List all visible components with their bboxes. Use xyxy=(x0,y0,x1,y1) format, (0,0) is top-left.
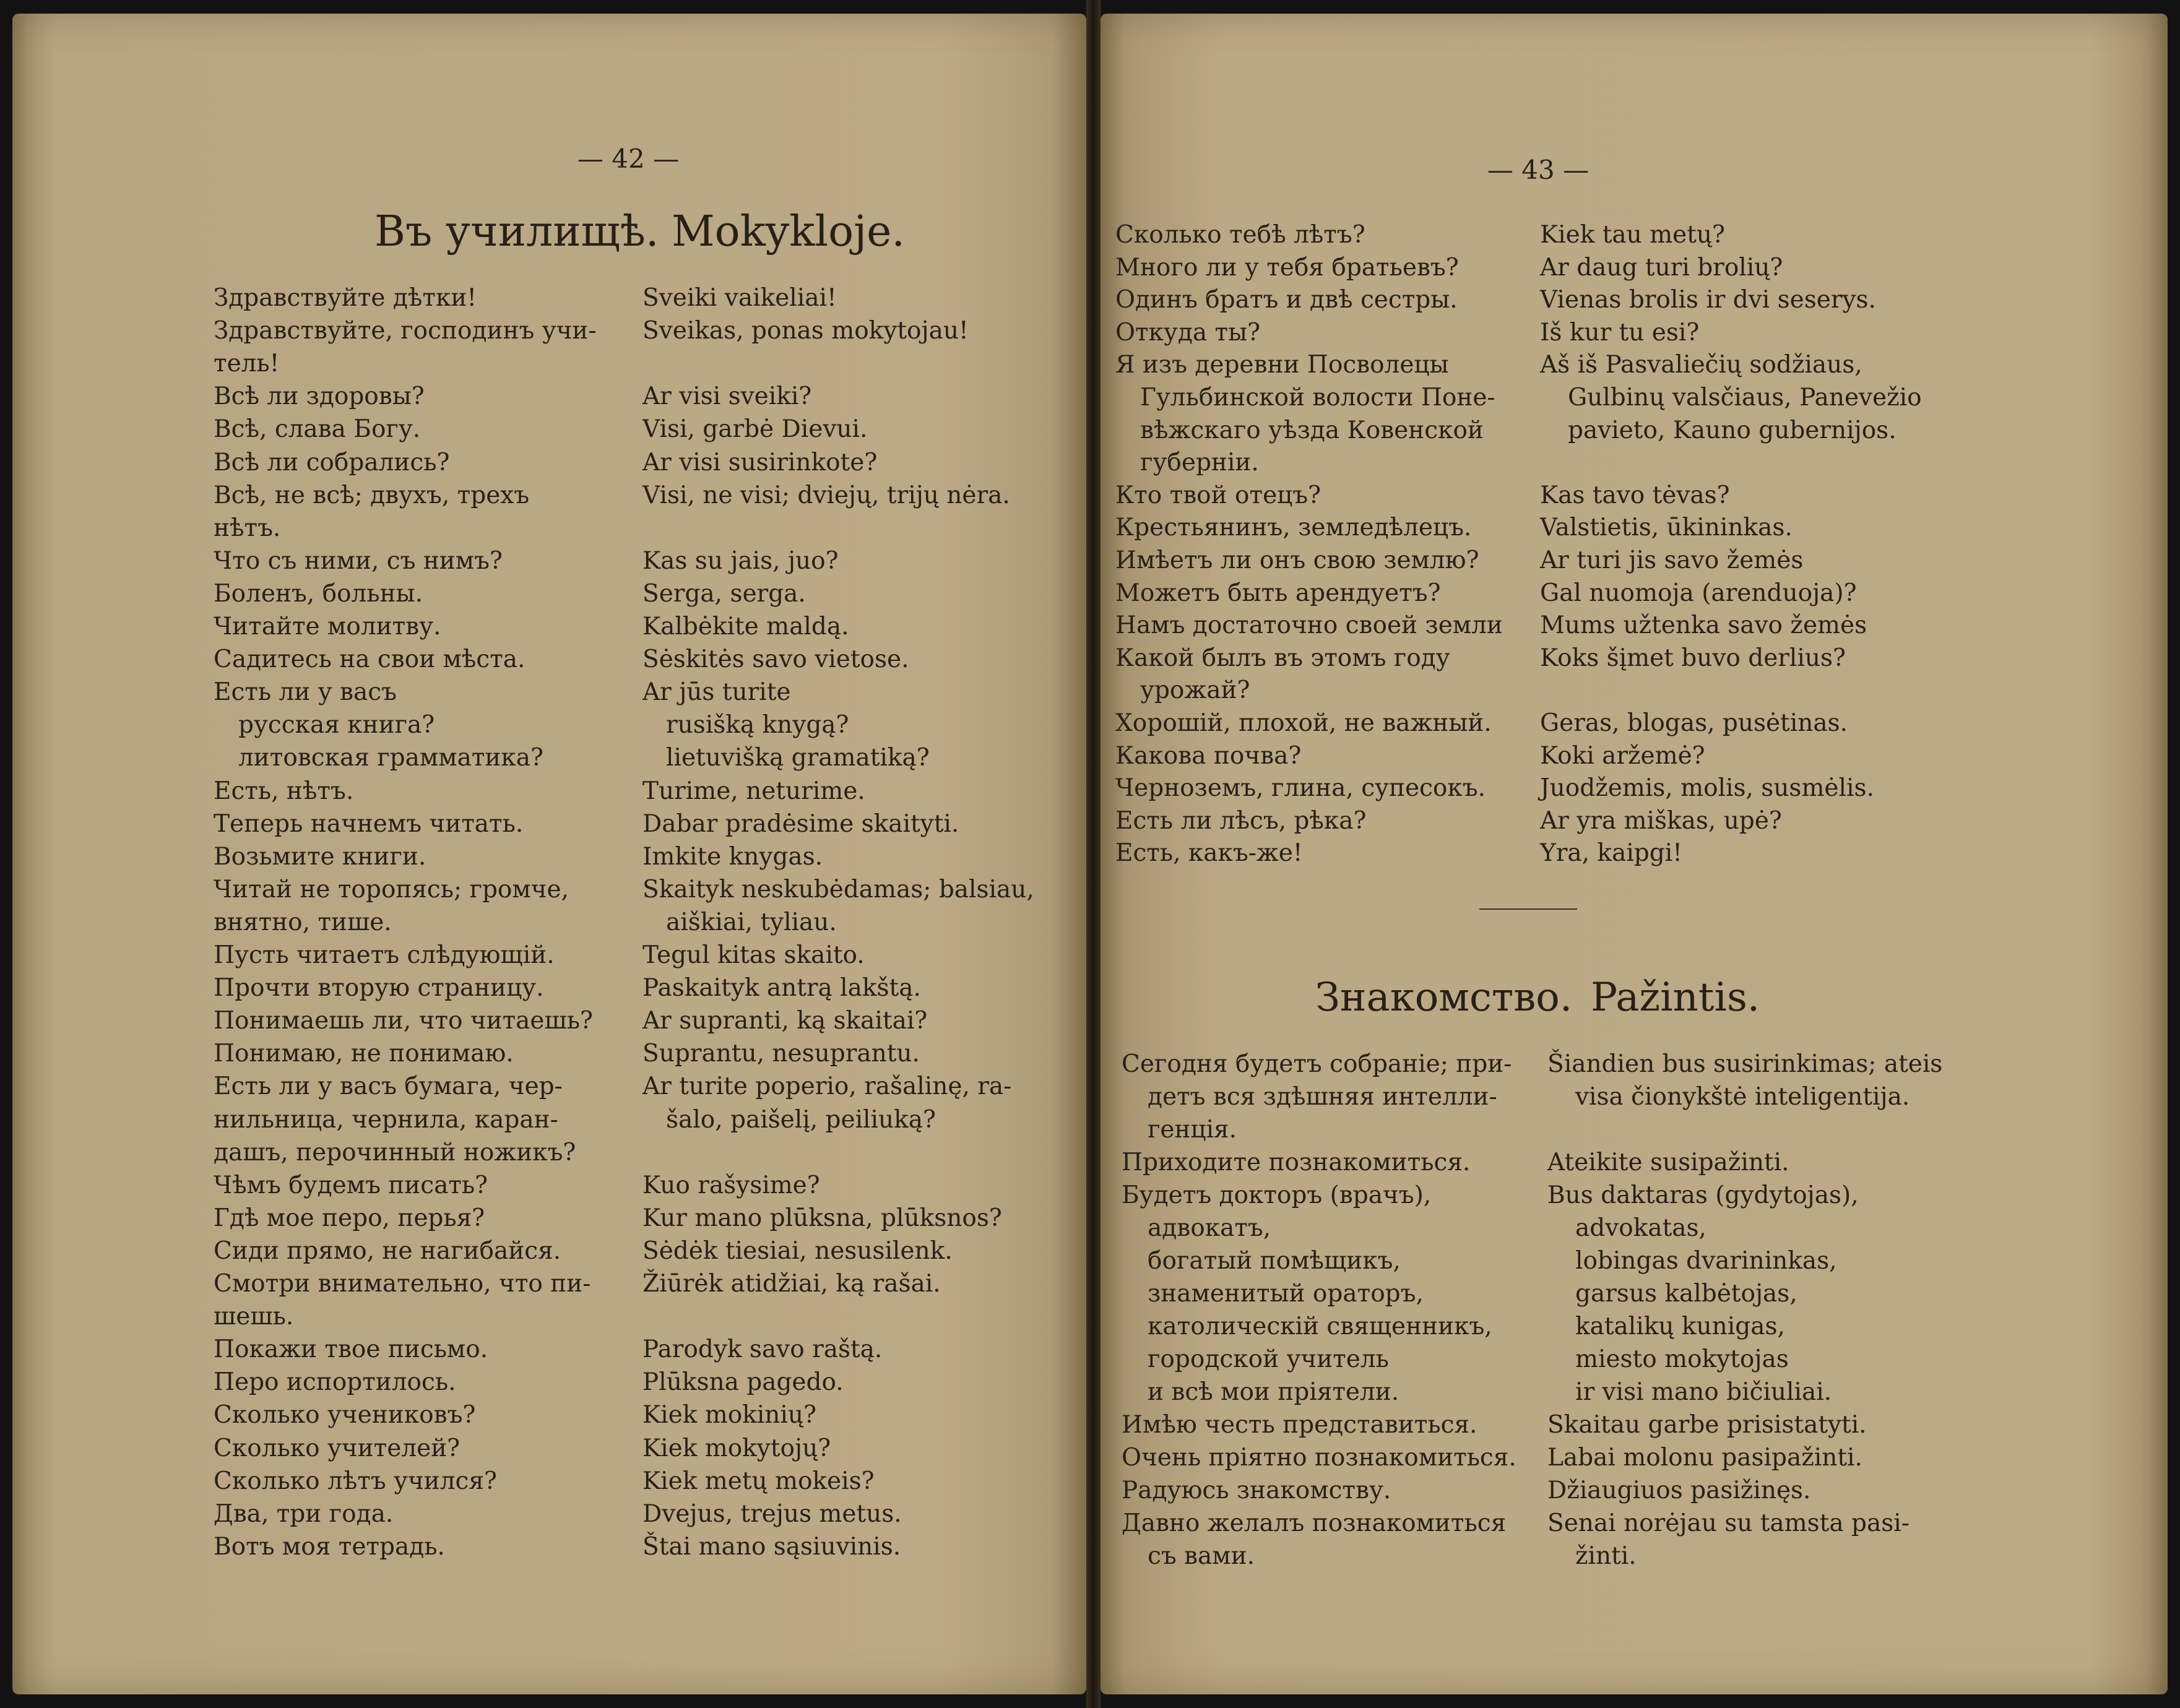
lt-phrase: Ar yra miškas, upė? xyxy=(1540,806,1782,835)
ru-phrase: городской учитель xyxy=(1148,1345,1389,1373)
lt-phrase: Ateikite susipažinti. xyxy=(1547,1149,1789,1176)
lt-phrase: Džiaugiuos pasižinęs. xyxy=(1547,1477,1811,1504)
ru-phrase: Перо испортилось. xyxy=(214,1368,456,1397)
lt-phrase: Ar daug turi brolių? xyxy=(1540,253,1783,282)
ru-phrase: Есть ли лѣсъ, рѣка? xyxy=(1115,806,1367,835)
section-title-ru-2: Знакомство. xyxy=(1315,975,1573,1020)
section-title-lt: Mokykloje. xyxy=(672,207,906,256)
lt-phrase: Žiūrėk atidžiai, ką rašai. xyxy=(642,1270,941,1298)
lt-phrase: šalo, paišelį, peiliuką? xyxy=(666,1105,936,1134)
ru-phrase: нильница, чернила, каран- xyxy=(214,1105,558,1134)
ru-phrase: Всѣ, не всѣ; двухъ, трехъ xyxy=(214,481,530,509)
section-divider xyxy=(1479,908,1577,910)
lt-phrase: Mums užtenka savo žemės xyxy=(1540,611,1867,640)
section-title-ru: Въ училищѣ. xyxy=(374,207,659,256)
lt-phrase: Kiek tau metų? xyxy=(1540,221,1725,249)
ru-phrase: Очень пріятно познакомиться. xyxy=(1122,1444,1516,1472)
ru-phrase: съ вами. xyxy=(1148,1542,1255,1570)
ru-phrase: Два, три года. xyxy=(214,1499,394,1528)
ru-phrase: Сколько лѣтъ учился? xyxy=(214,1467,497,1495)
ru-phrase: Сколько учителей? xyxy=(214,1434,461,1462)
ru-phrase: Есть, какъ-же! xyxy=(1115,839,1303,868)
lt-phrase: Serga, serga. xyxy=(642,579,806,608)
ru-phrase: губерніи. xyxy=(1140,449,1259,477)
lt-phrase: Geras, blogas, pusėtinas. xyxy=(1540,709,1848,737)
lt-phrase: ir visi mano bičiuliai. xyxy=(1575,1378,1832,1406)
lt-phrase: Ar visi sveiki? xyxy=(642,382,812,411)
ru-phrase: знаменитый ораторъ, xyxy=(1148,1280,1424,1308)
lt-phrase: Aš iš Pasvaliečių sodžiaus, xyxy=(1540,351,1862,379)
ru-phrase: Кто твой отецъ? xyxy=(1115,481,1321,509)
ru-phrase: вѣжскаго уѣзда Ковенской xyxy=(1140,416,1484,444)
lt-phrase: Kiek mokytojų? xyxy=(642,1434,831,1462)
lt-phrase: Bus daktaras (gydytojas), xyxy=(1547,1181,1859,1209)
ru-phrase: Я изъ деревни Посволецы xyxy=(1115,351,1449,379)
lt-phrase: Ar supranti, ką skaitai? xyxy=(642,1007,928,1035)
ru-phrase: Читай не торопясь; громче, xyxy=(214,875,569,904)
lt-phrase: Imkite knygas. xyxy=(642,842,823,871)
ru-phrase: Много ли у тебя братьевъ? xyxy=(1115,253,1459,282)
lt-phrase: garsus kalbėtojas, xyxy=(1575,1280,1797,1308)
lt-phrase: Kas tavo tėvas? xyxy=(1540,481,1730,509)
lt-phrase: Sveiki vaikeliai! xyxy=(642,284,837,312)
lt-phrase: Kuo rašysime? xyxy=(642,1171,820,1199)
ru-phrase: Смотри внимательно, что пи- xyxy=(214,1270,591,1298)
ru-phrase: Радуюсь знакомству. xyxy=(1122,1477,1391,1504)
page-number-left: — 42 — xyxy=(577,144,680,174)
ru-phrase: Всѣ, слава Богу. xyxy=(214,415,421,444)
lt-phrase: Suprantu, nesuprantu. xyxy=(642,1040,920,1068)
ru-phrase: Читайте молитву. xyxy=(214,613,441,640)
lt-phrase: Plūksna pagedo. xyxy=(642,1368,844,1397)
ru-phrase: Прочти вторую страницу. xyxy=(214,974,544,1003)
ru-phrase: Вотъ моя тетрадь. xyxy=(214,1532,445,1561)
lt-phrase: Labai molonu pasipažinti. xyxy=(1547,1444,1862,1472)
lt-phrase: Kur mano plūksna, plūksnos? xyxy=(642,1204,1002,1232)
lt-phrase: Juodžemis, molis, susmėlis. xyxy=(1540,774,1874,803)
ru-phrase: Черноземъ, глина, супесокъ. xyxy=(1115,774,1486,803)
ru-phrase: Боленъ, больны. xyxy=(214,579,423,608)
lt-phrase: Skaityk neskubėdamas; balsiau, xyxy=(642,875,1034,904)
ru-phrase: Понимаю, не понимаю. xyxy=(214,1040,514,1068)
page-number-right: — 43 — xyxy=(1487,155,1590,185)
lt-phrase: Skaitau garbe prisistatyti. xyxy=(1547,1411,1867,1439)
lt-phrase: Sėskitės savo vietose. xyxy=(642,645,909,674)
lt-phrase: Ar turite poperio, rašalinę, ra- xyxy=(642,1072,1012,1101)
ru-phrase: Сегодня будетъ собраніе; при- xyxy=(1122,1050,1512,1078)
ru-phrase: Здравствуйте, господинъ учи- xyxy=(214,317,597,345)
ru-phrase: Есть ли у васъ xyxy=(214,678,397,707)
ru-phrase: Пусть читаетъ слѣдующій. xyxy=(214,941,555,969)
ru-phrase: русская книга? xyxy=(238,711,435,740)
lt-phrase: Kiek mokinių? xyxy=(642,1401,816,1430)
lt-phrase: Kas su jais, juo? xyxy=(642,546,839,575)
ru-phrase: Приходите познакомиться. xyxy=(1122,1149,1471,1176)
ru-phrase: католическій священникъ, xyxy=(1148,1313,1492,1340)
ru-phrase: Теперь начнемъ читать. xyxy=(214,809,524,838)
ru-phrase: Сколько тебѣ лѣтъ? xyxy=(1115,221,1365,249)
ru-phrase: Имѣетъ ли онъ свою землю? xyxy=(1115,546,1479,574)
lt-phrase: Koks šįmet buvo derlius? xyxy=(1540,644,1846,672)
ru-phrase: Будетъ докторъ (врачъ), xyxy=(1122,1181,1432,1209)
ru-phrase: Можетъ быть арендуетъ? xyxy=(1115,579,1441,607)
lt-phrase: Tegul kitas skaito. xyxy=(642,941,865,969)
left-page xyxy=(12,14,1086,1694)
ru-phrase: адвокатъ, xyxy=(1148,1214,1271,1242)
lt-phrase: advokatas, xyxy=(1575,1214,1706,1242)
lt-phrase: Turime, neturime. xyxy=(642,777,865,805)
ru-phrase: Есть ли у васъ бумага, чер- xyxy=(214,1072,563,1101)
lt-phrase: Visi, garbė Dievui. xyxy=(642,415,868,444)
ru-phrase: Здравствуйте дѣтки! xyxy=(214,284,477,312)
lt-phrase: aiškiai, tyliau. xyxy=(666,908,837,936)
lt-phrase: Dabar pradėsime skaityti. xyxy=(642,809,959,838)
lt-phrase: Visi, ne visi; dviejų, trijų nėra. xyxy=(642,481,1010,509)
lt-phrase: Koki aržemė? xyxy=(1540,741,1705,770)
ru-phrase: шешь. xyxy=(214,1303,294,1331)
ru-phrase: и всѣ мои пріятели. xyxy=(1148,1378,1399,1406)
ru-phrase: Понимаешь ли, что читаешь? xyxy=(214,1007,593,1035)
ru-phrase: нѣтъ. xyxy=(214,514,281,542)
ru-phrase: Намъ достаточно своей земли xyxy=(1115,611,1503,640)
lt-phrase: Šiandien bus susirinkimas; ateis xyxy=(1547,1050,1943,1078)
ru-phrase: литовская грамматика? xyxy=(238,744,543,772)
lt-phrase: Yra, kaipgi! xyxy=(1540,839,1682,868)
ru-phrase: урожай? xyxy=(1140,676,1250,705)
ru-phrase: Возьмите книги. xyxy=(214,842,426,871)
ru-phrase: Покажи твое письмо. xyxy=(214,1335,488,1364)
lt-phrase: miesto mokytojas xyxy=(1575,1345,1789,1373)
ru-phrase: детъ вся здѣшняя интелли- xyxy=(1148,1083,1497,1111)
lt-phrase: Paskaityk antrą lakštą. xyxy=(642,974,921,1003)
ru-phrase: Чѣмъ будемъ писать? xyxy=(214,1171,488,1199)
ru-phrase: Какова почва? xyxy=(1115,741,1302,770)
lt-phrase: Parodyk savo raštą. xyxy=(642,1335,883,1364)
book-spine xyxy=(1086,0,1101,1708)
ru-phrase: Давно желалъ познакомиться xyxy=(1122,1509,1507,1537)
lt-phrase: Iš kur tu esi? xyxy=(1540,318,1700,347)
lt-phrase: Ar jūs turite xyxy=(642,678,791,707)
lt-phrase: lobingas dvarininkas, xyxy=(1575,1247,1837,1275)
ru-phrase: Всѣ ли собрались? xyxy=(214,448,450,477)
lt-phrase: rusišką knygą? xyxy=(666,711,849,740)
ru-phrase: Хорошій, плохой, не важный. xyxy=(1115,709,1492,737)
lt-phrase: pavieto, Kauno gubernijos. xyxy=(1568,416,1897,444)
section-title-lt-2: Pažintis. xyxy=(1591,975,1760,1020)
lt-phrase: Ar turi jis savo žemės xyxy=(1540,546,1804,574)
ru-phrase: дашъ, перочинный ножикъ? xyxy=(214,1138,576,1167)
ru-phrase: Имѣю честь представиться. xyxy=(1122,1411,1477,1439)
ru-phrase: внятно, тише. xyxy=(214,908,392,936)
lt-phrase: Sveikas, ponas mokytojau! xyxy=(642,317,969,345)
ru-phrase: Что съ ними, съ нимъ? xyxy=(214,546,503,575)
lt-phrase: katalikų kunigas, xyxy=(1575,1313,1785,1340)
ru-phrase: Крестьянинъ, земледѣлецъ. xyxy=(1115,514,1472,542)
ru-phrase: Сколько учениковъ? xyxy=(214,1401,476,1430)
lt-phrase: Senai norėjau su tamsta pasi- xyxy=(1547,1509,1910,1537)
lt-phrase: Valstietis, ūkininkas. xyxy=(1540,514,1793,542)
lt-phrase: Sėdėk tiesiai, nesusilenk. xyxy=(642,1236,953,1265)
ru-phrase: Всѣ ли здоровы? xyxy=(214,382,425,411)
ru-phrase: тель! xyxy=(214,350,280,378)
lt-phrase: Kalbėkite maldą. xyxy=(642,613,849,640)
lt-phrase: Ar visi susirinkote? xyxy=(642,448,878,477)
lt-phrase: Gal nuomoja (arenduoja)? xyxy=(1540,579,1857,607)
ru-phrase: Одинъ братъ и двѣ сестры. xyxy=(1115,286,1458,314)
ru-phrase: генція. xyxy=(1148,1116,1237,1144)
ru-phrase: Есть, нѣтъ. xyxy=(214,777,354,805)
lt-phrase: Kiek metų mokeis? xyxy=(642,1467,875,1495)
lt-phrase: Štai mano sąsiuvinis. xyxy=(642,1532,901,1561)
lt-phrase: lietuvišką gramatiką? xyxy=(666,744,930,772)
ru-phrase: Сиди прямо, не нагибайся. xyxy=(214,1236,561,1265)
ru-phrase: Какой былъ въ этомъ году xyxy=(1115,644,1450,672)
lt-phrase: visa čionykštė inteligentija. xyxy=(1575,1083,1910,1111)
ru-phrase: Гдѣ мое перо, перья? xyxy=(214,1204,485,1232)
lt-phrase: Dvejus, trejus metus. xyxy=(642,1499,902,1528)
ru-phrase: богатый помѣщикъ, xyxy=(1148,1247,1401,1275)
ru-phrase: Откуда ты? xyxy=(1115,318,1261,347)
lt-phrase: Gulbinų valsčiaus, Panevežio xyxy=(1568,384,1922,412)
ru-phrase: Гульбинской волости Поне- xyxy=(1140,384,1495,412)
lt-phrase: Vienas brolis ir dvi seserys. xyxy=(1540,286,1876,314)
lt-phrase: žinti. xyxy=(1575,1542,1637,1570)
ru-phrase: Садитесь на свои мѣста. xyxy=(214,645,526,674)
